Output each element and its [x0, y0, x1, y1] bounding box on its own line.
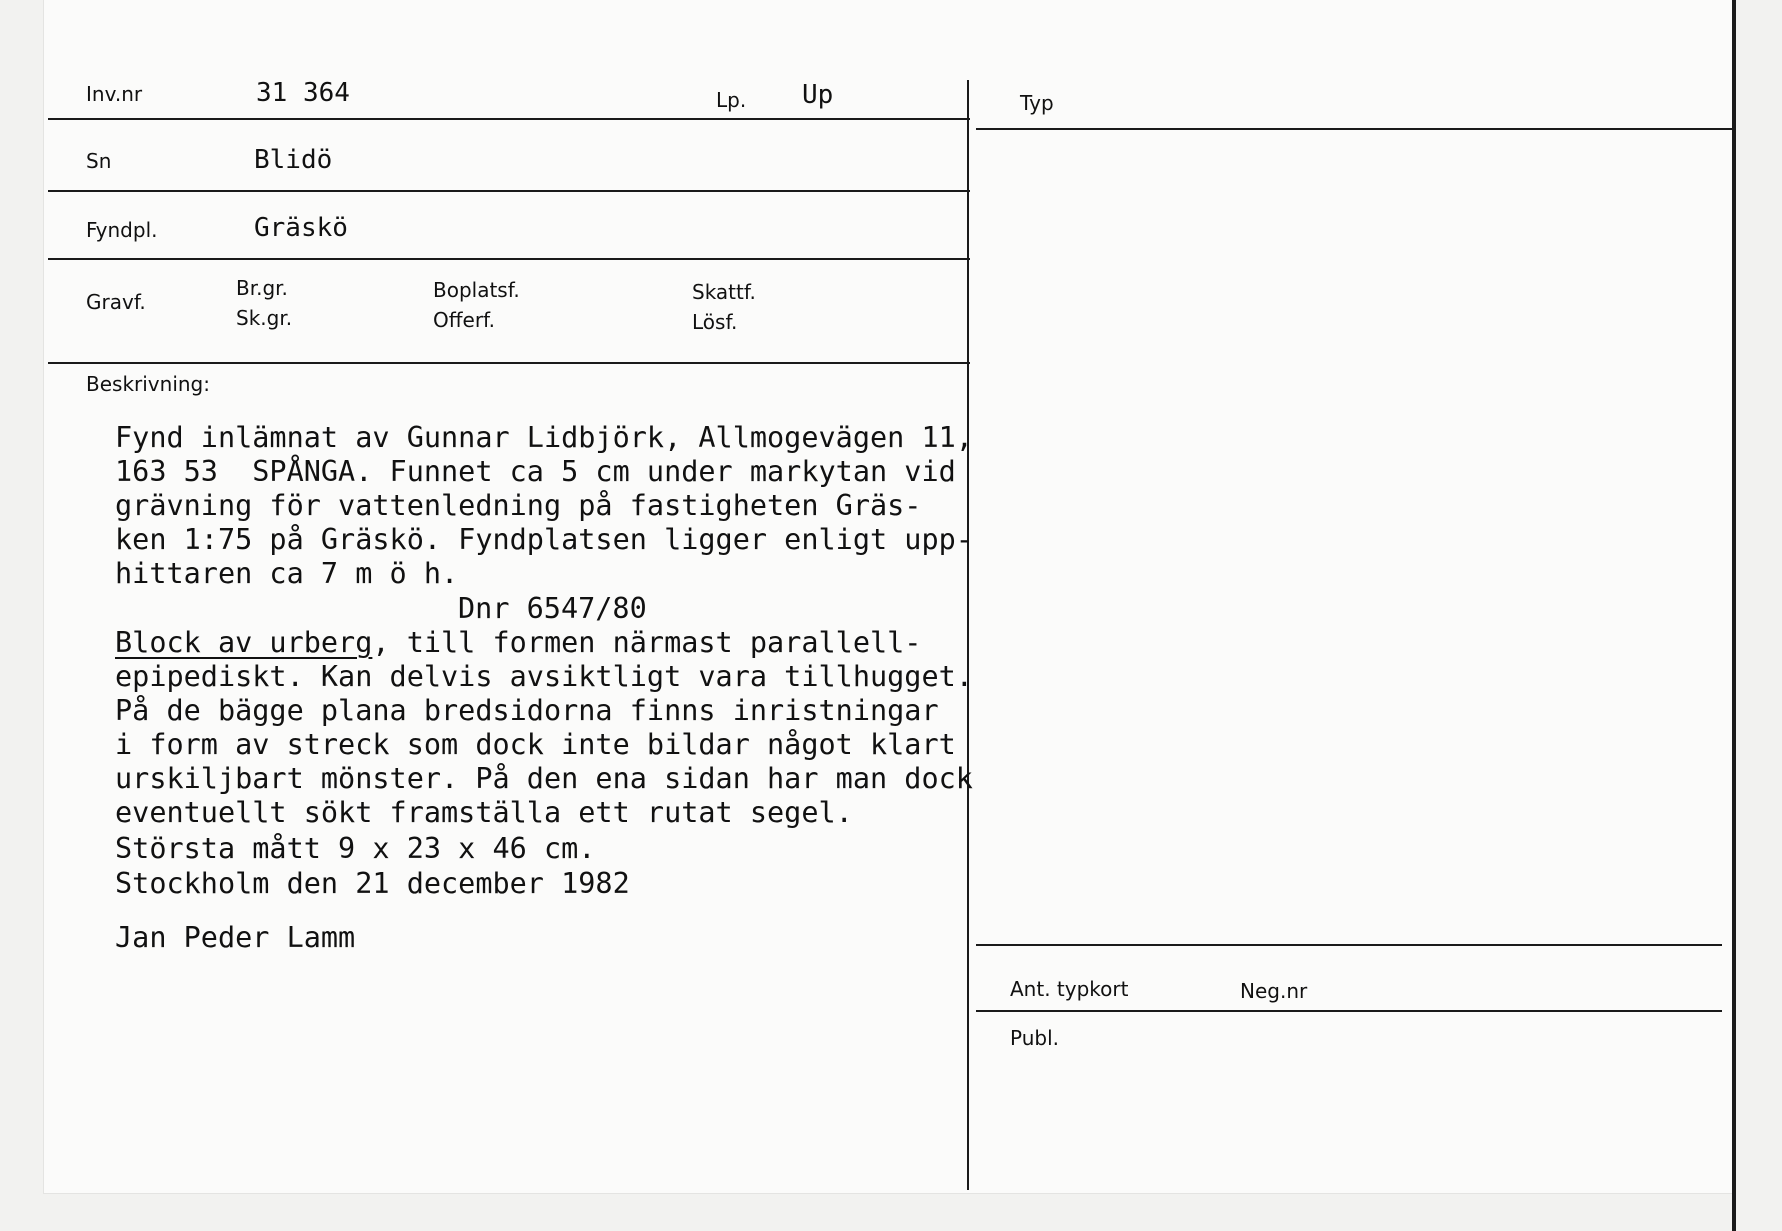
- offerf-label: Offerf.: [433, 308, 495, 332]
- description-line: urskiljbart mönster. På den ena sidan har man dock: [115, 762, 973, 795]
- description-line: grävning för vattenledning på fastigheten Gräs-: [115, 489, 922, 522]
- description-line: Stockholm den 21 december 1982: [115, 867, 630, 900]
- rule-inv: [48, 118, 970, 120]
- losf-label: Lösf.: [692, 310, 738, 334]
- inv-label: Inv.nr: [86, 82, 143, 106]
- skattf-label: Skattf.: [692, 280, 756, 304]
- rule-gravf: [48, 362, 970, 364]
- catalog-card: [44, 0, 1732, 1193]
- gravf-label: Gravf.: [86, 290, 146, 314]
- column-divider: [967, 80, 969, 1190]
- block-line: [115, 626, 921, 661]
- brgr-label: Br.gr.: [236, 276, 288, 300]
- sn-value: Blidö: [254, 145, 333, 175]
- signature: Jan Peder Lamm: [115, 921, 356, 954]
- skgr-label: Sk.gr.: [236, 306, 293, 330]
- description-line: 163 53 SPÅNGA. Funnet ca 5 cm under markytan vid: [115, 455, 956, 488]
- description-line: Fynd inlämnat av Gunnar Lidbjörk, Allmogevägen 11,: [115, 421, 973, 454]
- rule-sn: [48, 190, 970, 192]
- inv-value: 31 364: [256, 78, 350, 108]
- rule-ant: [976, 944, 1722, 946]
- rule-publ: [976, 1010, 1722, 1012]
- description-line: Största mått 9 x 23 x 46 cm.: [115, 832, 596, 865]
- card-edge-shadow: [1732, 0, 1736, 1231]
- block-rest: , till formen närmast parallell-: [372, 626, 922, 659]
- fyndpl-label: Fyndpl.: [86, 218, 158, 242]
- rule-fyndpl: [48, 258, 970, 260]
- description-line: epipediskt. Kan delvis avsiktligt vara tillhugget.: [115, 660, 973, 693]
- publ-label: Publ.: [1010, 1026, 1059, 1050]
- block-underlined: Block av urberg: [115, 626, 373, 659]
- ant-typkort-label: Ant. typkort: [1010, 977, 1129, 1001]
- beskrivning-label: Beskrivning:: [86, 372, 210, 396]
- description-line: eventuellt sökt framställa ett rutat segel.: [115, 796, 853, 829]
- sn-label: Sn: [86, 149, 112, 173]
- typ-label: Typ: [1020, 91, 1054, 115]
- description-line: På de bägge plana bredsidorna finns inristningar: [115, 694, 939, 727]
- lp-label: Lp.: [716, 88, 747, 112]
- dnr-line: Dnr 6547/80: [458, 592, 647, 625]
- description-line: ken 1:75 på Gräskö. Fyndplatsen ligger enligt upp-: [115, 523, 973, 556]
- negnr-label: Neg.nr: [1240, 979, 1308, 1003]
- lp-value: Up: [802, 80, 834, 110]
- rule-typ: [976, 128, 1732, 130]
- boplatsf-label: Boplatsf.: [433, 278, 520, 302]
- description-line: i form av streck som dock inte bildar något klart: [115, 728, 956, 761]
- fyndpl-value: Gräskö: [254, 213, 348, 243]
- description-line: hittaren ca 7 m ö h.: [115, 557, 459, 590]
